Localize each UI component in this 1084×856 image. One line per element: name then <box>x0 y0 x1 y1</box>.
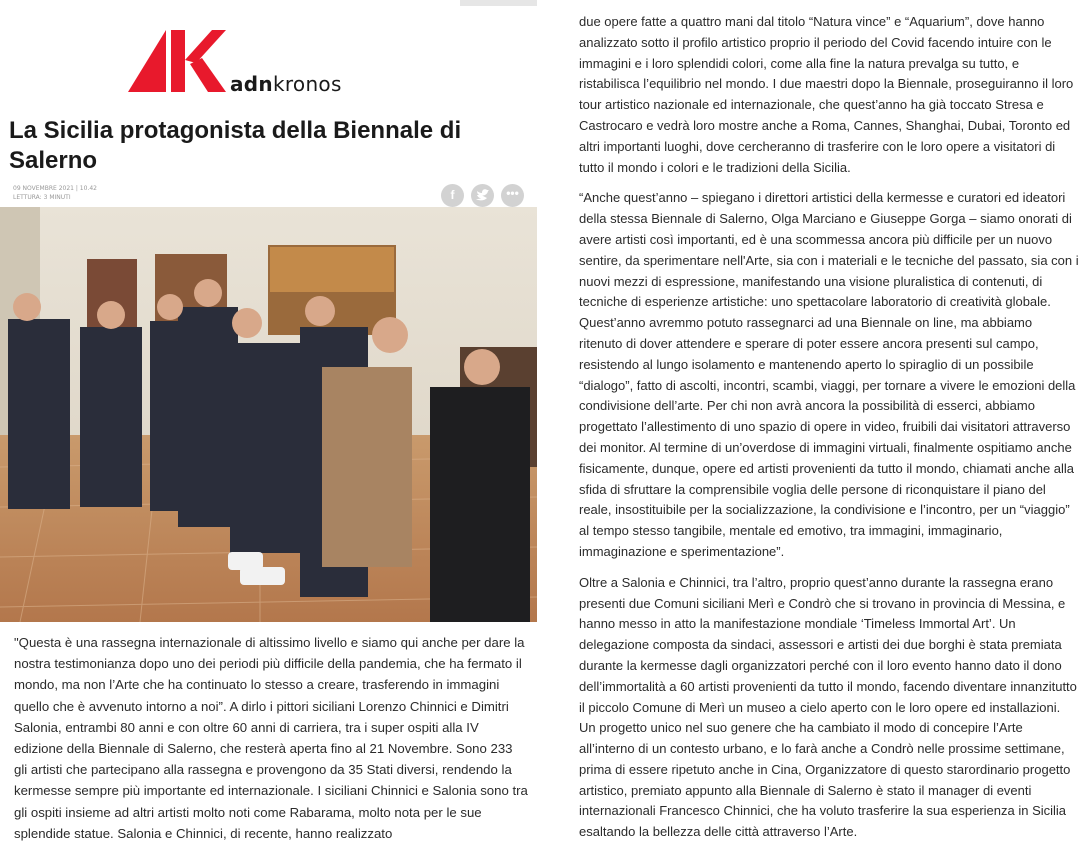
article-paragraph: due opere fatte a quattro mani dal titolo “Natura vince” e “Aquarium”, dove hanno analizzato sotto il profilo artistico proprio il periodo del Covid facendo intuire con le immagini e i loro splendidi colori, come alla fine la natura prevalga su tutto, e ristabilisca l’equilibrio nel mondo. I due maestri dopo la Biennale, proseguiranno il loro tour artistico nazionale ed internazionale, che quest’anno ha già toccato Stresa e Castrocaro e vedrà loro mostre anche a Roma, Cannes, Shanghai, Dubai, Toronto ed altri importanti luoghi, dove cercheranno di trasferire con le loro opere a visitatori di tutto il mondo i colori e le tradizioni della Sicilia. <box>579 14 1074 175</box>
more-icon[interactable]: ••• <box>501 184 524 207</box>
logo-mark-icon <box>128 30 228 94</box>
facebook-icon[interactable]: f <box>441 184 464 207</box>
group-photo-image <box>0 207 537 622</box>
article-meta <box>13 184 97 202</box>
article-paragraph-left: "Questa è una rassegna internazionale di altissimo livello e siamo qui anche per dare la nostra testimonianza dopo uno dei periodi più difficile della pandemia, che ha fermato il mondo, ma non l’Arte che ha continuato lo stesso a creare, trasferendo in immagini quello che è avvenuto intorno a noi”. A dirlo i pittori siciliani Lorenzo Chinnici e Dimitri Salonia, entrambi 80 anni e con oltre 60 anni di carriera, tra i super ospiti alla IV edizione della Biennale di Salerno, che resterà aperta fino al 21 Novembre. Sono 233 gli artisti che partecipano alla rassegna e provengono da 35 Stati diversi, rendendo la kermesse sempre più importante ed internazionale. I siciliani Chinnici e Salonia sono tra gli ospiti insieme ad altri artisti molto noti come Rabarama, molto nota per le sue splendide statue. Salonia e Chinnici, di recente, hanno realizzato <box>14 635 528 841</box>
left-column <box>0 0 537 856</box>
brand-wordmark: adnkronos <box>230 72 342 96</box>
twitter-icon[interactable] <box>471 184 494 207</box>
article-paragraph: “Anche quest’anno – spiegano i direttori artistici della kermesse e curatori ed ideatori della stessa Biennale di Salerno, Olga Marciano e Giuseppe Gorga – siamo onorati di avere artisti così importanti, ed è una scommessa ancora più difficile per un nuovo sentire, da sperimentare nell'Arte, sia con i materiali e le tecniche del passato, sia con i nuovi mezzi di espressione, manifestando una visione pluralistica di contenuti, di tecniche di esperienze artistiche: uno spettacolare laboratorio di creatività globale. Quest’anno avremmo potuto rassegnarci ad una Biennale on line, ma abbiamo ritenuto di dover attendere e sperare di poter essere ancora presenti sul campo, resistendo al lungo isolamento e mantenendo aperto lo spiraglio di un possibile “dialogo”, fatto di ascolti, incontri, scambi, viaggi, per tornare a vivere le emozioni della condivisione dell’arte. Per chi non avrà ancora la possibilità di esserci, abbiamo progettato l’allestimento di uno spazio di opere in video, fruibili dai visitatori attraverso dei monitor. Al termine di un’overdose di immagini virtuali, finalmente ospitiamo anche fisicamente, dunque, opere ed artisti provenienti da tutto il mondo, chiamati anche alla sfida di sfruttare la comprensibile voglia delle persone di riconquistare il piano del reale, insostituibile per la socializzazione, la condivisione e l’incontro, per un “viaggio” al tempo stesso tangibile, mentale ed emotivo, tra immagini, immaginario, immaginazione e sperimentazione”. <box>579 190 1079 559</box>
article-title: La Sicilia protagonista della Biennale di Salerno <box>9 117 462 174</box>
article-date: 09 NOVEMBRE 2021 | 10.42 <box>13 185 97 192</box>
article-photo <box>0 207 537 622</box>
reading-time: LETTURA: 3 MINUTI <box>13 194 71 201</box>
right-column <box>579 12 1079 853</box>
top-bar <box>460 0 537 6</box>
article-paragraph: Oltre a Salonia e Chinnici, tra l’altro, proprio quest’anno durante la rassegna erano presenti due Comuni siciliani Merì e Condrò che si trovano in provincia di Messina, e hanno messo in atto la manifestazione mondiale ‘Timeless Immortal Art’. Un delegazione composta da sindaci, assessori e artisti dei due borghi è stata premiata durante la kermesse dagli organizzatori perché con il loro evento hanno dato il dono dell’immortalità a 60 artisti provenienti da tutto il mondo, facendo diventare innanzitutto il piccolo Comune di Merì un museo a cielo aperto con le loro opere ed installazioni. Un progetto unico nel suo genere che ha cambiato il modo di concepire l’Arte all’interno di un contesto urbano, e lo farà anche a Condrò nelle prossime settimane, prima di essere ripetuto anche in Cina, Organizzatore di questo starordinario progetto artistico, premiato appunto alla Biennale di Salerno è stato il manager di eventi internazionali Francesco Chinnici, che ha voluto trasferire la sua esperienza in Sicilia esaltando la bellezza delle città attraverso l’Arte. <box>579 574 1077 840</box>
